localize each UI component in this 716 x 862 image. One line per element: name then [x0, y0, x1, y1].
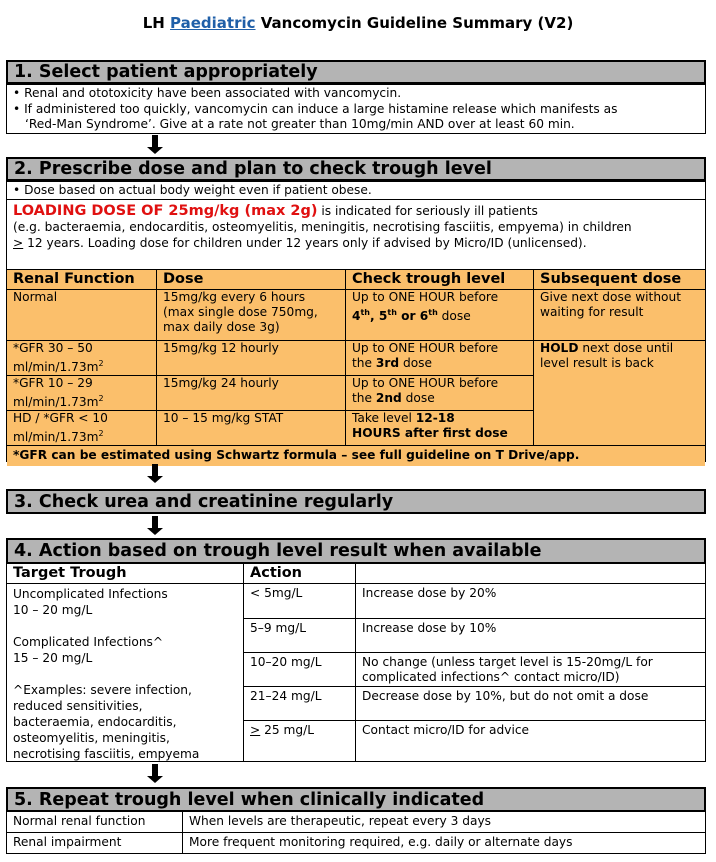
action-cell: Increase dose by 20%	[362, 586, 497, 600]
action-table	[244, 584, 705, 761]
header-subsequent-dose: Subsequent dose	[534, 270, 706, 290]
level-cell: < 5mg/L	[244, 584, 356, 618]
dose-table-header	[7, 270, 705, 290]
bullet-text-cont: ‘Red-Man Syndrome’. Give at a rate not greater than 10mg/min AND over at least 60 min.	[25, 117, 575, 131]
dose-table	[7, 269, 705, 466]
level-cell: > 25 mg/L	[244, 720, 356, 761]
loading-age-note: 12 years. Loading dose for children under 12 years only if advised by Micro/ID (unlicensed).	[23, 236, 587, 250]
section-1-bullet-2: • If administered too quickly, vancomycin can induce a large histamine release which manifests as ‘Red-Man Syndrome’. Give at a rate not greater than 10mg/min AND over at least 60 min.	[13, 102, 618, 131]
dose-cell: 10 – 15 mg/kg STAT	[157, 411, 346, 446]
title-suffix: Vancomycin Guideline Summary (V2)	[255, 14, 574, 32]
loading-examples: (e.g. bacteraemia, endocarditis, osteomyelitis, meningitis, necrotising fasciitis, empyema) in children	[13, 220, 632, 234]
loading-dose-rest: is indicated for seriously ill patients	[317, 204, 538, 218]
check-cell: Take level 12-18 HOURS after first dose	[346, 411, 534, 446]
action-row	[244, 584, 705, 618]
action-cell: No change (unless target level is 15-20mg/L for complicated infections^ contact micro/ID)	[362, 654, 653, 684]
title-prefix: LH	[142, 14, 171, 32]
flow-arrow-4	[147, 764, 163, 783]
dose-cell: 15mg/kg 24 hourly	[157, 376, 346, 411]
advice-cell: When levels are therapeutic, repeat every 3 days	[189, 814, 492, 828]
dose-row-gfr-30-50	[7, 341, 705, 376]
section-2-body	[6, 181, 706, 462]
section-2-heading: 2. Prescribe dose and plan to check trough level	[6, 157, 706, 181]
ge-symbol: >	[13, 236, 24, 250]
renal-cell: Normal	[7, 290, 157, 341]
action-row	[244, 618, 705, 652]
section-2-bullet: • Dose based on actual body weight even if patient obese.	[7, 182, 705, 200]
flow-arrow-1	[147, 135, 163, 154]
gfr-footnote: *GFR can be estimated using Schwartz formula – see full guideline on T Drive/app.	[7, 446, 705, 466]
renal-cell: HD / *GFR < 10 $ml/\min/1.73m^2$	[7, 411, 157, 446]
dose-footnote-row	[7, 446, 705, 466]
subsequent-cell: Give next dose without waiting for result	[534, 290, 706, 341]
level-cell: 5–9 mg/L	[244, 618, 356, 652]
level-cell: 10–20 mg/L	[244, 652, 356, 686]
section-3-heading: 3. Check urea and creatinine regularly	[6, 489, 706, 514]
action-cell: Contact micro/ID for advice	[362, 722, 530, 737]
flow-arrow-2	[147, 464, 163, 483]
renal-cell: *GFR 30 – 50 $ml/\min/1.73m^2$	[7, 341, 157, 376]
header-check-trough: Check trough level	[346, 270, 534, 290]
check-cell: Up to ONE HOUR before the 3rd dose	[346, 341, 534, 376]
section-1-bullet-1: • Renal and ototoxicity have been associated with vancomycin.	[13, 86, 402, 100]
action-header-row	[244, 564, 705, 584]
condition-cell: Normal renal function	[7, 812, 183, 832]
advice-cell: More frequent monitoring required, e.g. daily or alternate days	[189, 834, 573, 849]
bullet-text: Renal and ototoxicity have been associated with vancomycin.	[24, 86, 402, 100]
repeat-row	[7, 832, 705, 853]
header-dose: Dose	[157, 270, 346, 290]
section-1-body	[6, 84, 706, 134]
loading-dose-block	[7, 200, 705, 251]
subsequent-cell-hold: HOLD next dose until level result is back	[534, 341, 706, 446]
repeat-table	[7, 812, 705, 853]
loading-dose-text: LOADING DOSE OF 25mg/kg (max 2g)	[13, 203, 318, 219]
target-trough-column	[7, 564, 244, 761]
level-cell: 21–24 mg/L	[244, 686, 356, 720]
header-renal-function: Renal Function	[7, 270, 157, 290]
dose-row-normal	[7, 290, 705, 341]
condition-cell: Renal impairment	[7, 832, 183, 853]
check-cell: Up to ONE HOUR before the 2nd dose	[346, 376, 534, 411]
section-4-heading: 4. Action based on trough level result when available	[6, 538, 706, 564]
header-action: Action	[244, 564, 356, 583]
action-cell: Decrease dose by 10%, but do not omit a dose	[362, 688, 649, 703]
repeat-row	[7, 812, 705, 832]
section-5-body	[6, 811, 706, 854]
dose-cell: 15mg/kg 12 hourly	[157, 341, 346, 376]
renal-cell: *GFR 10 – 29 $ml/\min/1.73m^2$	[7, 376, 157, 411]
action-row	[244, 686, 705, 720]
action-cell: Increase dose by 10%	[362, 620, 497, 635]
check-cell: Up to ONE HOUR before 4th, 5th or 6th dose	[346, 290, 534, 341]
paediatric-link[interactable]: Paediatric	[170, 14, 256, 32]
action-row	[244, 720, 705, 761]
flow-arrow-3	[147, 516, 163, 535]
section-1-heading: 1. Select patient appropriately	[6, 60, 706, 84]
target-trough-text: Uncomplicated Infections 10 – 20 mg/L Complicated Infections^ 15 – 20 mg/L ^Examples: severe infection, reduced sensitivities, bacteraemia, endocarditis, osteomyelitis, meningitis, necrotising fasciitis, empyema	[13, 587, 200, 761]
bullet-text: Dose based on actual body weight even if patient obese.	[24, 183, 372, 197]
action-row	[244, 652, 705, 686]
section-5-heading: 5. Repeat trough level when clinically indicated	[6, 787, 706, 812]
section-4-body	[6, 563, 706, 762]
header-target-trough: Target Trough	[7, 564, 243, 584]
bullet-text: If administered too quickly, vancomycin can induce a large histamine release which manifests as	[24, 102, 618, 116]
page-title	[0, 14, 716, 32]
dose-cell: 15mg/kg every 6 hours (max single dose 750mg, max daily dose 3g)	[157, 290, 346, 341]
